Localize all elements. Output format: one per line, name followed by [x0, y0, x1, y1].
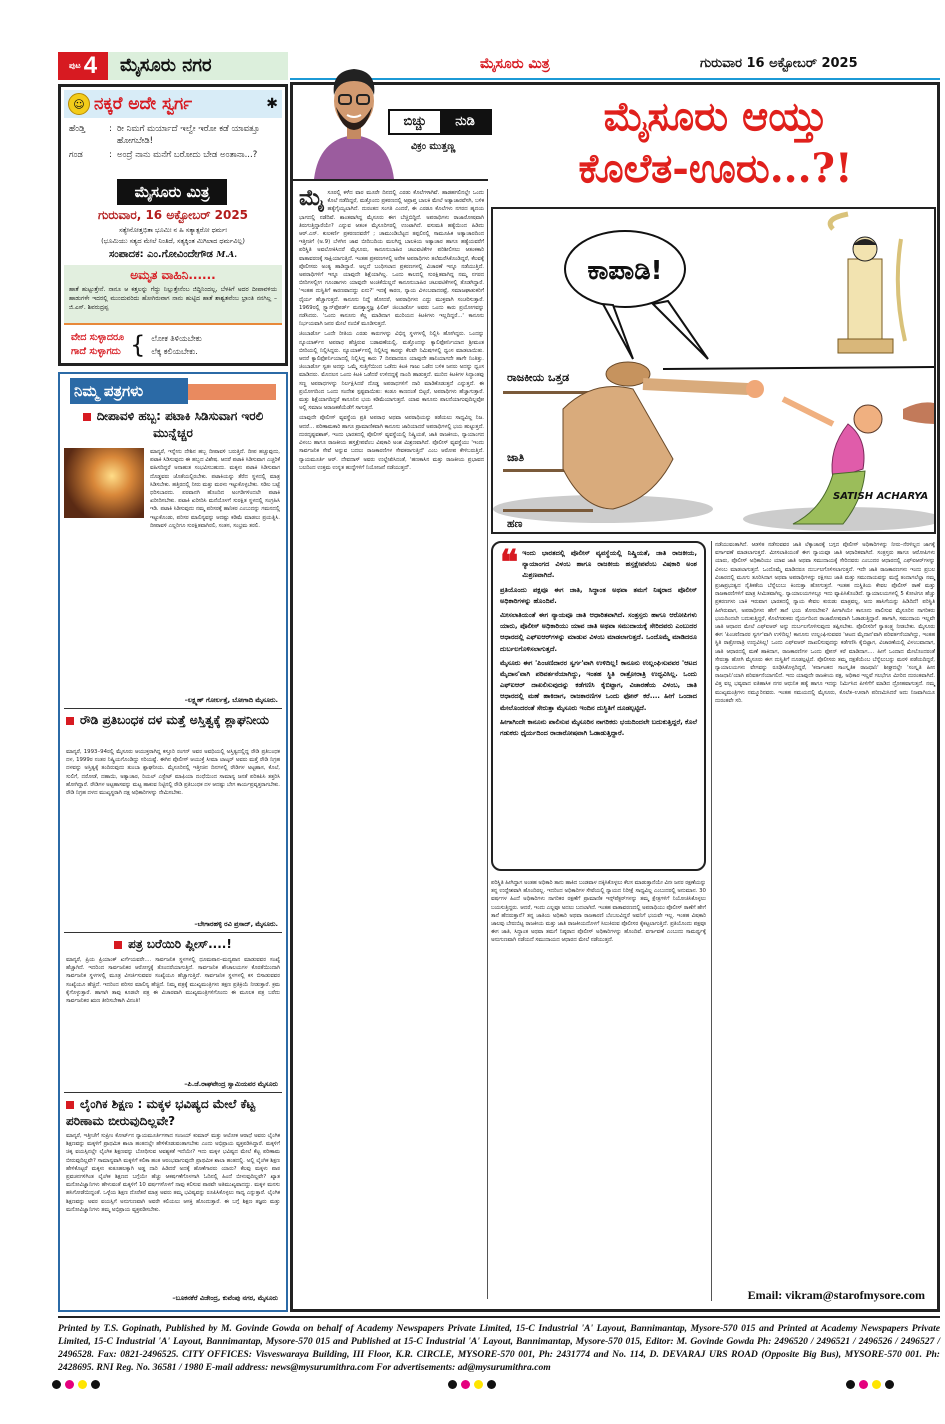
- cartoon-speech-text: ಕಾಪಾಡಿ!: [587, 256, 663, 286]
- letter-signature: –ಲಕ್ಷ್ಮಣ್ ಗೋರ್ಲತ್ತೆ, ಬೋಗಾದಿ ಮೈಸೂರು.: [184, 696, 278, 704]
- divider: [64, 932, 282, 933]
- letter-signature: –ಬೂಕನಕೆರೆ ವಿಜೇಂದ್ರ, ಕುವೆಂಪು ನಗರ, ಮೈಸೂರು: [172, 1294, 278, 1302]
- letter-signature: –ಬೇಗಾರಹಳ್ಳಿ ರವಿ ಪ್ರಸಾದ್, ಮೈಸೂರು.: [194, 920, 278, 928]
- dropcap: ಮೈ: [299, 186, 325, 211]
- registration-marks-center: [448, 1380, 496, 1389]
- reg-dot: [872, 1380, 881, 1389]
- dancing-kid-icon: ✱: [266, 96, 278, 112]
- motto-kannada: (ಭೂಮಿಯು ಸತ್ಯದ ಮೇಲೆ ನಿಂತಿದೆ, ಸತ್ಯಕ್ಕಿಂತ ಮಿಗಿಲಾದ ಧರ್ಮವಿಲ್ಲ): [101, 237, 245, 245]
- page-number-badge: [58, 52, 108, 80]
- reg-dot: [846, 1380, 855, 1389]
- reg-dot: [885, 1380, 894, 1389]
- registration-marks-left: [52, 1380, 100, 1389]
- motto-sanskrit: ಸತ್ಯೇನೋತ್ತಭಿತಾ ಭೂಮಿಃ ನ ಹಿ ಸತ್ಯಾತ್ಪರೋ ಧರ್ಮಃ: [119, 226, 227, 234]
- headline-line-2: ಕೊಲೆತ-ಊರು...?!: [578, 145, 853, 192]
- reg-dot: [65, 1380, 74, 1389]
- column-headline: [500, 91, 931, 195]
- quote-paragraph: ಇಂದು ಭಾರತದಲ್ಲಿ ಪೊಲೀಸ್ ವ್ಯವಸ್ಥೆಯಲ್ಲಿ ನಿಷ್ಕ್ರಿಯತೆ, ಜಾತಿ ರಾಜಕೀಯ, ನ್ಯಾಯಾಂಗದ ವಿಳಂಬ ಹಾಗೂ ರಾಜಕೀಯ ಹಸ್ತಕ್ಷೇಪವೆಂಬ ವಿಷಕಾರಿ ಅಂಶ ಮಿಶ್ರಣವಾಗಿದೆ.: [522, 549, 697, 580]
- masthead: ಮೈಸೂರು ಮಿತ್ರ: [480, 56, 550, 72]
- amrutha-quote: ಹಾತೆ ಹುಟ್ಟುತ್ತೇನೆ. ನಾನೂ ಆ ಕತ್ತಲನ್ನು ಗೆದ್ದು ನಿಲ್ಲುತ್ತೇನೆಂಬ ಜಿದ್ದಿನಿಂದಲ್ಲ, ಬೆಳಕಿಗೆ ಅದರ ದೀಪಾವಳಿಯ ಹಾಡುಗಳೇ ಇದರಲ್ಲಿ ಮುಂದುವರಿದು ಹೋಗಿರುವಾಗ ನಾನು ಹುಟ್ಟಿದ ಹಾತೆ ಶಾಶ್ವತವೆಂಬ ಭ್ರಾಂತಿ ನನಗಿಲ್ಲ – ಜಿ.ಎಸ್. ಶಿವರುದ್ರಪ್ಪ: [69, 286, 277, 311]
- letter-headline-text: ರೌಡಿ ಪ್ರತಿಬಂಧಕ ದಳ ಮತ್ತೆ ಅಸ್ತಿತ್ವಕ್ಕೆ ಶ್ಲಾಘನೀಯ: [80, 713, 270, 727]
- proverb-left-2: ಗಾದೆ ಸುಳ್ಳಾಗದು: [71, 346, 121, 357]
- page-number: 4: [83, 52, 98, 79]
- editor-line: [61, 249, 285, 260]
- editor-degree: M.A.: [216, 249, 238, 259]
- letter-body: ಮಾನ್ಯರೆ, ಇನ್ನೇನು ದೇಶಿನ ಹಬ್ಬ ದೀಪಾವಳಿ ಬರುತ್ತಿದೆ. ದೀಪ ಹಚ್ಚುವುದು, ಪಟಾಕಿ ಸಿಡಿಸುವುದು ಈ ಹಬ್ಬದ ವಿಶೇಷ. ಆದರೆ ಪಟಾಕಿ ಸಿಡಿಸುವಾಗ ಎಚ್ಚರಿಕೆ ವಹಿಸದಿದ್ದರೆ ಅನಾಹುತ ಸಂಭವಿಸಬಹುದು. ಮಕ್ಕಳು ಪಟಾಕಿ ಸಿಡಿಸುವಾಗ ದೊಡ್ಡವರು ಜೊತೆಯಲ್ಲಿರಬೇಕು. ಪಟಾಕಿಯನ್ನು ತೆರೆದ ಸ್ಥಳದಲ್ಲಿ ಮಾತ್ರ ಸಿಡಿಸಬೇಕು. ಹತ್ತಿರದಲ್ಲಿ ನೀರು ಮತ್ತು ಮರಳು ಇಟ್ಟುಕೊಳ್ಳಬೇಕು. ಸಡಿಲ ಬಟ್ಟೆ ಧರಿಸಬಾರದು. ಪರವಾನಗಿ ಹೊಂದಿದ ಅಂಗಡಿಗಳಿಂದಲೇ ಪಟಾಕಿ ಖರೀದಿಸಬೇಕು. ಪಟಾಕಿ ಖರೀದಿಸಿ ಮನೆಯೊಳಗೆ ಸುರಕ್ಷಿತ ಸ್ಥಳದಲ್ಲಿ ಸಂಗ್ರಹಿಸಿ ಇಡಿ. ಪಟಾಕಿ ಸಿಡಿಸುವುದು ನಮ್ಮ ಪರಿಸರಕ್ಕೆ ಹಾನಿಕರ ಎಂಬುದನ್ನು ಗಮನದಲ್ಲಿ ಇಟ್ಟುಕೊಂಡು, ಪರಿಸರ ಮಾಲಿನ್ಯವನ್ನು ಆದಷ್ಟು ಕಡಿಮೆ ಮಾಡಲು ಪ್ರಯತ್ನಿಸಿ. ದೀಪಾವಳಿ ಎಲ್ಲರಿಗೂ ಸುರಕ್ಷಿತವಾಗಿರಲಿ, ಸಂತಸ, ಸಂಭ್ರಮ ತರಲಿ.: [150, 449, 280, 529]
- joke-text: ಅಂದ್ರೆ ನಾನು ಮನೆಗೆ ಬರೋದು ಬೇಡ ಅಂತಾನಾ...?: [117, 150, 258, 160]
- letters-title: ನಿಮ್ಮ ಪತ್ರಗಳು: [70, 378, 188, 404]
- proverb-right-1: ಲೋಕ ತಿಳಿಯಬೇಕು: [151, 334, 202, 343]
- cartoonist-signature: SATISH ACHARYA: [833, 491, 929, 502]
- letter-headline-text: ಪತ್ರ ಬರೆಯಿರಿ ಪ್ಲೀಸ್....!: [128, 937, 232, 951]
- column-divider: [711, 541, 712, 1301]
- cartoon-label-caste: ಜಾತಿ: [507, 451, 525, 464]
- diwali-photo: [64, 448, 144, 518]
- header-divider: [293, 179, 488, 181]
- footer-rule: [58, 1316, 940, 1318]
- letters-section: [58, 372, 288, 1312]
- article-paragraph: [299, 186, 484, 328]
- cartoon-label-money: ಹಣ: [507, 517, 523, 530]
- letters-title-bar: [188, 384, 276, 400]
- author-email[interactable]: Email: vikram@starofmysore.com: [744, 1288, 925, 1303]
- author-photo: [309, 55, 399, 179]
- reg-dot: [448, 1380, 457, 1389]
- bullet-square-icon: [114, 941, 122, 949]
- quote-paragraph: ಹೀಗಾಗಿಂದೇ ಕಾನೂನು ಪಾಲಿಸುವ ಮೈಸೂರಿನ ನಾಗರಿಕರು ಭಯದಿಂದಲೇ ಬದುಕುತ್ತಿದ್ದರೆ, ಕೊಲೆ ಗಡುಕರು ಧೈರ್ಯದಿಂದ ರಾಜಾರೋಷವಾಗಿ ಓಡಾಡುತ್ತಿದ್ದಾರೆ.: [500, 717, 697, 738]
- joke-speaker: ಗಂಡ: [69, 150, 83, 160]
- headline-line-1: ಮೈಸೂರು ಆಯ್ತು: [603, 93, 828, 140]
- registration-marks-right: [846, 1380, 894, 1389]
- nakkare-header: [64, 90, 282, 118]
- header-date: ಗುರುವಾರ 16 ಅಕ್ಟೋಬರ್ 2025: [700, 56, 858, 71]
- column-divider: [487, 189, 488, 1299]
- quote-mark-icon: ❝: [500, 543, 519, 583]
- proverb: [71, 331, 279, 359]
- quote-paragraph: ಪ್ರತಿಯೊಂದು ಪಕ್ಷವೂ ಈಗ ಜಾತಿ, ಸಿದ್ಧಾಂತ ಅಥವಾ ತಮಗೆ ನಿಷ್ಠರಾದ ಪೊಲೀಸ್ ಅಧಿಕಾರಿಗಳನ್ನು ಹೊಂದಿವೆ.: [500, 585, 697, 605]
- paper-date: ಗುರುವಾರ, 16 ಅಕ್ಟೋಬರ್ 2025: [97, 208, 249, 222]
- reg-dot: [474, 1380, 483, 1389]
- letter-headline[interactable]: [66, 408, 280, 442]
- letter-body: ಮಾನ್ಯರೆ, ಪ್ರಿಯ ಪ್ರಿಯಾಂಕ್ ಖರ್ಗೆಯವರೇ.... ಸಾರ್ವಜನಿಕ ಸ್ಥಳಗಳಲ್ಲಿ ಧೂಮಪಾನ–ಮದ್ಯಪಾನ ಮಾಡುವವರ ಸಂಖ್ಯೆ ಹೆಚ್ಚಾಗಿದೆ. ಇದರಿಂದ ಸಾರ್ವಜನಿಕರ ಆರೋಗ್ಯಕ್ಕೆ ತೊಂದರೆಯಾಗುತ್ತಿದೆ. ಸಾರ್ವಜನಿಕ ಶೌಚಾಲಯಗಳ ಕೊರತೆಯಿಂದಾಗಿ ಸಾರ್ವಜನಿಕ ಸ್ಥಳಗಳಲ್ಲಿ ಮೂತ್ರ ವಿಸರ್ಜಿಸುವವರ ಸಂಖ್ಯೆಯೂ ಹೆಚ್ಚಾಗುತ್ತಿದೆ. ಸಾರ್ವಜನಿಕ ಸ್ಥಳಗಳಲ್ಲಿ ಕಸ ಬಿಸಾಡುವವರ ಸಂಖ್ಯೆಯೂ ಹೆಚ್ಚಿದೆ. ಇದರಿಂದ ಪರಿಸರ ಮಾಲಿನ್ಯ ಹೆಚ್ಚಿದೆ. ನಿಮ್ಮ ಪತ್ರಕ್ಕೆ ಮುಖ್ಯಮಂತ್ರಿಗಳು ತಕ್ಷಣ ಪ್ರತಿಕ್ರಿಯೆ ನೀಡುತ್ತಾರೆ. ಕ್ರಮ ಕೈಗೊಳ್ಳುತ್ತಾರೆ. ಹಾಗಾಗಿ ತಾವು ಕೂಡಲೇ ಪತ್ರ ಈ ವಿಚಾರವಾಗಿ ಮುಖ್ಯಮಂತ್ರಿಗಳಿಗೊಂದು ಈ ಮೂಲಕ ಪತ್ರ ಬರೆದು ಸಾರ್ವಜನಿಕರ ಋಣ ತೀರಿಸಬೇಕಾಗಿ ವಿನಂತಿ!: [66, 957, 280, 1005]
- bullet-square-icon: [83, 413, 91, 421]
- letter-headline[interactable]: [66, 936, 280, 953]
- cartoon-label-politics: ರಾಜಕೀಯ ಒತ್ತಡ: [507, 371, 570, 384]
- letter-headline-text: ಲೈಂಗಿಕ ಶಿಕ್ಷಣ : ಮಕ್ಕಳ ಭವಿಷ್ಯದ ಮೇಲೆ ಕೆಟ್ಟ ಪರಿಣಾಮ ಬೀರುವುದಿಲ್ಲವೇ?: [66, 1097, 256, 1128]
- editor-label: ಸಂಪಾದಕ:: [108, 249, 144, 260]
- divider: [64, 708, 282, 709]
- quote-paragraph: ಮೀಸಲಾತಿಯಂತೆ ಈಗ ನ್ಯಾಯವೂ ಜಾತಿ ಆಧಾರಿತವಾಗಿದೆ. ಸಂತ್ರಸ್ತರು ಹಾಗೂ ಆರೋಪಿಗಳು ಯಾರು, ಪೊಲೀಸ್ ಅಧಿಕಾರಿಯು ಯಾವ ಜಾತಿ ಅಥವಾ ಸಮುದಾಯಕ್ಕೆ ಸೇರಿದವರು ಎಂಬುದರ ಆಧಾರದಲ್ಲಿ ಎಫ್‌ಐಆರ್‌ಗಳನ್ನು ಮಾಡುವ ವಿಳಂಬ ಮಾಡಲಾಗುತ್ತದೆ. ಒಂದೊಮ್ಮೆ ಮಾಡಿದರೂ ದುರ್ಬಲಗೊಳಿಸಲಾಗುತ್ತದೆ.: [500, 611, 697, 653]
- mysuru-mitra-logo: ಮೈಸೂರು ಮಿತ್ರ: [117, 179, 227, 205]
- badge-left: ಬಿಚ್ಚು: [403, 114, 427, 129]
- article-column-2-bottom: ಯಾವುದೇ ಪೊಲೀಸ್ ವ್ಯವಸ್ಥೆಯ ಪ್ರತಿ ಅಪರಾಧ ಅಥವಾ ಅಪರಾಧಿಯನ್ನು ತಡೆಯಲು ಸಾಧ್ಯವಿಲ್ಲ ನಿಜ. ಆದರೆ... ಪರಿಣಾಮಕಾರಿ ಹಾಗೂ ಪ್ರಾಮಾಣಿಕವಾಗಿ ಕಾನೂನು ಜಾರಿಯಾದರೆ ಅಪರಾಧಿಗಳಲ್ಲಿ ಭಯ ಹುಟ್ಟುತ್ತದೆ. ದುರದೃಷ್ಟವಶಾತ್, ಇಂದು ಭಾರತದಲ್ಲಿ ಪೊಲೀಸ್ ವ್ಯವಸ್ಥೆಯಲ್ಲಿ ನಿಷ್ಕ್ರಿಯತೆ, ಜಾತಿ ರಾಜಕೀಯ, ನ್ಯಾಯಾಂಗದ ವಿಳಂಬ ಹಾಗೂ ರಾಜಕೀಯ ಹಸ್ತಕ್ಷೇಪವೆಂಬ ವಿಷಕಾರಿ ಅಂಶ ಮಿಶ್ರಣವಾಗಿದೆ. ಪೊಲೀಸ್ ವ್ಯವಸ್ಥೆಯು 'ಇಂದು ಸಾರ್ವಜನಿಕ ಸೇವೆ ಅನ್ನುವ ಬದಲು ರಾಜಕಾರಣಿಗಳ ಸೇವಕರಾಗುತ್ತಿದೆ' ಎಂಬ ಆರೋಪ ಕೇಳಿಬರುತ್ತಿದೆ. ನ್ಯಾಯಮೂರ್ತಿ ಆರ್. ದೇವದಾಸ್ ಅವರು ಉಲ್ಲೇಖಿಸಿದಂತೆ, 'ಹಣಕಾಸಿನ ಮತ್ತು ರಾಜಕೀಯ ಪ್ರಭಾವದ ಬಲದಿಂದ ಉತ್ತಮ ಉನ್ನತ ಹುದ್ದೆಗಳಿಗೆ ನಿಯೋಜನೆ ನಡೆಯುತ್ತದೆ'.: [299, 415, 484, 471]
- imprint-line: Printed by T.S. Gopinath, Published by M. Govinde Gowda on behalf of Academy Newspapers Private Limited, 15-C Industrial 'A' Layout, Bannimantap, Mysore-570 015 and Printed at Academy Newspapers Private Limited, 15-C Industrial 'A' Layout, Bannimantap, Mysore-570 015 and Published at 15-C Industrial 'A' Layout, Bannimantap, Mysore-570 015, Editor: M. Govinde Gowda Ph: 2496520 / 2496521 / 2496526 / 2496527 / 2496528. Fax: 0821-2496525. CITY OFFICES: Visveswaraya Building, III Floor, K.R. CIRCLE, MYSORE-570 001, Ph: 2431774 and No. 114, D. DEVARAJ URS ROAD (Opposite Big Bus), MYSORE-570 001. Ph: 2428695. RNI Reg. No. 36581 / 1980 E-mail address: news@mysurumithra.com For advertisements: ad@mysurumithra.com: [58, 1323, 940, 1373]
- colon: :: [109, 124, 112, 134]
- column-article: [290, 82, 940, 1312]
- amrutha-title: ಅಮೃತ ವಾಹಿನಿ......: [130, 268, 216, 282]
- reg-dot: [91, 1380, 100, 1389]
- colon: :: [109, 150, 112, 160]
- author-byline: ವಿಕ್ರಂ ಮುತ್ತಣ್ಣ: [411, 141, 456, 152]
- joke-text: ರೀ ನಿಮಗೆ ಮರ್ಯಾದೆ ಇಲ್ವೇ ಇರೋ ಕಡೆ ಯಾವತ್ತೂ ಹೋಗಬೇಡಿ!: [117, 124, 260, 146]
- nakkare-title: ನಕ್ಕರೆ ಅದೇ ಸ್ವರ್ಗ: [94, 94, 193, 114]
- nakkare-box: [58, 84, 288, 366]
- joke-line: [69, 123, 277, 147]
- article-column-1: [299, 186, 484, 474]
- letter-headline-text: ದೀಪಾವಳಿ ಹಬ್ಬ: ಪಟಾಕಿ ಸಿಡಿಸುವಾಗ ಇರಲಿ ಮುನ್ನೆಚ್ಚರ: [96, 409, 264, 440]
- column-badge: [388, 109, 492, 135]
- editorial-cartoon: [491, 207, 936, 534]
- letter-body: ಮಾನ್ಯರೆ, ಇತ್ತೀಚೆಗೆ ಸುಪ್ರೀಂ ಕೋರ್ಟ್‌ನ ನ್ಯಾಯಮೂರ್ತಿಗಳಾದ ಸಂಜಯ್ ಕುಮಾರ್ ಮತ್ತು ಆಲೋಕ ಆರಾಧೆ ಅವರು ಲೈಂಗಿಕ ಶಿಕ್ಷಣವನ್ನು ಮಕ್ಕಳಿಗೆ ಪ್ರಾಥಮಿಕ ಶಾಲಾ ಹಂತದಲ್ಲೇ ಹೇಳಿಕೊಡುವಂತಾಗಬೇಕು ಎಂದು ಅಭಿಪ್ರಾಯ ವ್ಯಕ್ತಪಡಿಸಿದ್ದಾರೆ. ಮಕ್ಕಳಿಗೆ ಚಿಕ್ಕ ವಯಸ್ಸಿನಲ್ಲೇ ಲೈಂಗಿಕ ಶಿಕ್ಷಣವನ್ನು ಬೋಧಿಸುವ ಅವಶ್ಯಕತೆ ಇದೆಯೇ? ಇದು ಮಕ್ಕಳ ಭವಿಷ್ಯದ ಮೇಲೆ ಕೆಟ್ಟ ಪರಿಣಾಮ ಬೀರುವುದಿಲ್ಲವೇ? ಸಾಮಾನ್ಯವಾಗಿ ಮಕ್ಕಳಿಗೆ ಕಲಿಕಾ ಹಂತ ಆರಂಭವಾಗುವುದೇ ಪ್ರಾಥಮಿಕ ಶಾಲಾ ಹಂತದಲ್ಲಿ. ಅಲ್ಲಿ ಲೈಂಗಿಕ ಶಿಕ್ಷಣ ಹೇಳಿಕೊಟ್ಟರೆ ಮಕ್ಕಳು ಕುತೂಹಲಕ್ಕಾಗಿ ಅಡ್ಡ ದಾರಿ ಹಿಡಿದರೆ ಅದಕ್ಕೆ ಹೊಣೆಗಾರರು ಯಾರು? ಕೆಲವು ಮಕ್ಕಳು ಪಾಠ ಪ್ರವಚನಗಳಿಗಿಂತ ಲೈಂಗಿಕ ಶಿಕ್ಷಣದ ಬಗ್ಗೆಯೇ ಹೆಚ್ಚು ಆಕರ್ಷಣೆಗೊಳಗಾಗಿ ಓದಿನಲ್ಲಿ ಹಿಂದೆ ಬೀಳುವುದಿಲ್ಲವೇ? ಖ್ಯಾತ ಮನೋವಿಜ್ಞಾನಿಗಳು ಹೇಳುವಂತೆ ಮಕ್ಕಳಿಗೆ 10 ವರ್ಷಗಳೊಳಗೆ ನಾವು ಕಲಿಸುವ ಪಾಠವೇ ಅತಿಮುಖ್ಯವಾದದ್ದು. ಮಕ್ಕಳ ಮನಸು ಹಸಿಗೋಡೆಯಿದ್ದಂತೆ. ಒಳ್ಳೆಯ ಶಿಕ್ಷಣ ದೊರೆತರೆ ಮಾತ್ರ ಅವರು ತಮ್ಮ ಭವಿಷ್ಯವನ್ನು ರೂಪಿಸಿಕೊಳ್ಳಲು ಸಾಧ್ಯ ಎನ್ನುತ್ತಾರೆ. ಲೈಂಗಿಕ ಶಿಕ್ಷಣವನ್ನು ಅವರ ವಯಸ್ಸಿಗೆ ಅನುಗುಣವಾಗಿ ಅವರೇ ಕಲಿಯಲು ಆಸಕ್ತಿ ಹೊಂದುತ್ತಾರೆ. ಈ ಬಗ್ಗೆ ಶಿಕ್ಷಣ ತಜ್ಞರು ಮತ್ತು ಮನೋವಿಜ್ಞಾನಿಗಳು ತಮ್ಮ ಅಭಿಪ್ರಾಯ ವ್ಯಕ್ತಪಡಿಸಬೇಕು.: [66, 1133, 280, 1213]
- letter-headline[interactable]: [66, 712, 280, 729]
- brace-symbol: {: [130, 331, 146, 359]
- pull-quote-box: [491, 541, 706, 871]
- reg-dot: [859, 1380, 868, 1389]
- badge-right: ನುಡಿ: [440, 111, 490, 133]
- proverb-right-2: ಲೆಕ್ಕ ಕಲಿಯಬೇಕು.: [151, 347, 198, 356]
- reg-dot: [487, 1380, 496, 1389]
- joke-line: [69, 149, 277, 161]
- bullet-square-icon: [66, 1101, 74, 1109]
- page-label: ಪುಟ: [68, 61, 81, 70]
- reg-dot: [461, 1380, 470, 1389]
- reg-dot: [52, 1380, 61, 1389]
- letter-body: ಮಾನ್ಯರೆ, 1993–94ರಲ್ಲಿ ಮೈಸೂರು ಆಯುಕ್ತರಾಗಿದ್ದ ಕಸ್ತೂರಿ ರಂಗನ್ ಅವರ ಅವಧಿಯಲ್ಲಿ ಅಸ್ತಿತ್ವದಲ್ಲಿದ್ದ ರೌಡಿ ಪ್ರತಿಬಂಧಕ ದಳ, 1999ರ ನಂತರ ನಿಷ್ಕ್ರಿಯಗೊಂಡಿದ್ದು ಸರಿಯಷ್ಟೆ. ಈಗಿನ ಪೊಲೀಸ್ ಆಯುಕ್ತೆ ಸೀಮಾ ಲಾಟ್ಕರ್ ಅವರು ಮತ್ತೆ ರೌಡಿ ನಿಗ್ರಹ ದಳವನ್ನು ಅಸ್ತಿತ್ವಕ್ಕೆ ತಂದಿರುವುದು ತುಂಬಾ ಶ್ಲಾಘನೀಯ. ಮೈಸೂರಿನಲ್ಲಿ ಇತ್ತೀಚಿನ ದಿನಗಳಲ್ಲಿ ರೌಡಿಗಳ ಅಟ್ಟಹಾಸ, ಕೊಲೆ, ಸುಲಿಗೆ, ದರೋಡೆ, ದಹಾಯಿ, ಅತ್ಯಾಚಾರ, ರಿಯಲ್ ಎಸ್ಟೇಟ್ ಮಾಫಿಯಾ ದಂಧೆಯಿಂದ ಸಾಮಾನ್ಯ ಜನತೆ ಪರಿತಪಿಸಿ ತತ್ತರಿಸಿ ಹೋಗಿದ್ದಾರೆ. ರೌಡಿಗಳ ಅಟ್ಟಹಾಸವನ್ನು ಮಟ್ಟ ಹಾಕುವ ನಿಟ್ಟಿನಲ್ಲಿ ರೌಡಿ ಪ್ರತಿಬಂಧಕ ದಳ ಆದಷ್ಟು ಬೇಗ ಕಾರ್ಯಪ್ರವೃತ್ತರಾಗಬೇಕು. ರೌಡಿ ನಿಗ್ರಹ ದಳದ ಮುಖ್ಯಸ್ಥರಾಗಿ ದಕ್ಷ ಅಧಿಕಾರಿಗಳನ್ನು ನೇಮಿಸಬೇಕು.: [66, 749, 280, 797]
- quote-paragraph: ಮೈಸೂರು ಈಗ 'ಪಿಂಚಣಿದಾರರ ಸ್ವರ್ಗ'ವಾಗಿ ಉಳಿದಿಲ್ಲ! ಕಾನೂನು ಉಲ್ಲಂಘಿಸುವವರ 'ಆಟದ ಮೈದಾನ'ವಾಗಿ ಪರಿವರ್ತನೆಯಾಗಿದ್ದು, ಇಂತಹ ಸ್ಥಿತಿ ರಾತ್ರೋರಾತ್ರಿ ಉದ್ಭವಿಸಿಲ್ಲ. ಒಂದು ಎಫ್‌ಐಆರ್ ದಾಖಲಿಸುವುದನ್ನು ಕಡೆಗಣಿಸಿ ಕೈಬಿಟ್ಟಾಗ, ವಿಚಾರಣೆಯ ವಿಳಂಬ, ಜಾತಿ ಆಧಾರದಲ್ಲಿ ಮಣೆ ಹಾಕಿದಾಗ, ರಾಜಕಾರಣಿಗಳ ಒಂದು ಫೋನ್ ಕರೆ.... ಹೀಗೆ ಒಂದಾದ ಮೇಲೊಂದರಂತೆ ಸೇರುತ್ತಾ ಮೈಸೂರು ಇಂದಿನ ದುಸ್ಥಿತಿಗೆ ದೂಡಲ್ಪಟ್ಟಿದೆ.: [500, 658, 697, 712]
- amrutha-vahini: [64, 265, 282, 325]
- article-column-4: ನಡೆಯುವಂತಾಗಿದೆ. ಆಡಳಿತ ನಡೆಸುವವರ ಜಾತಿ ಲೆಕ್ಕಾಚಾರಕ್ಕೆ ಬಗ್ಗದ ಪೊಲೀಸ್ ಅಧಿಕಾರಿಗಳನ್ನು ನೀರು–ನೆರಳಿಲ್ಲದ ಜಾಗಕ್ಕೆ ವರ್ಗಾವಣೆ ಮಾಡಲಾಗುತ್ತದೆ. ಮೀಸಲಾತಿಯಂತೆ ಈಗ ನ್ಯಾಯವೂ ಜಾತಿ ಆಧಾರಿತವಾಗಿದೆ. ಸಂತ್ರಸ್ತರು ಹಾಗೂ ಆರೋಪಿಗಳು ಯಾರು, ಪೊಲೀಸ್ ಅಧಿಕಾರಿಯು ಯಾವ ಜಾತಿ ಅಥವಾ ಸಮುದಾಯಕ್ಕೆ ಸೇರಿದವರು ಎಂಬುದರ ಆಧಾರದಲ್ಲಿ ಎಫ್‌ಐಆರ್‌ಗಳನ್ನು ವಿಳಂಬ ಮಾಡಲಾಗುತ್ತದೆ. ಒಂದೊಮ್ಮೆ ಮಾಡಿದರೂ ದುರ್ಬಲಗೊಳಿಸಲಾಗುತ್ತದೆ. ಇದೇ ಜಾತಿ ರಾಜಕಾರಣಗಳು ಇಂದು ಪ್ರಬಲ ವಿಚಾರದಲ್ಲಿ ಮೂಗು ತೂರಿಸಿದಾಗ ಅಥವಾ ಅಪರಾಧಿಗಳನ್ನು ರಕ್ಷಿಸಲು ಜಾತಿ ಮತ್ತು ಸಮುದಾಯವನ್ನು ಮಧ್ಯೆ ತಂದಾಗಲೆಲ್ಲಾ ನಮ್ಮ ಪ್ರಜಾಪ್ರಭುತ್ವದ ನೈತಿಕತೆಯ ಬೆನ್ನೆಲುಬು ಕಿಂದುತ್ತಾ ಹೋಗುತ್ತದೆ. ಇಂತಹ ದುಸ್ಥಿತಿಯ ಕೇವಲ ಪೊಲೀಸ್ ಠಾಣೆ ಮತ್ತು ರಾಜಕಾರಣಿಗಳಿಗೆ ಮಾತ್ರ ಸೀಮಿತವಾಗಿಲ್ಲ. ನ್ಯಾಯಾಲಯಗಳಲ್ಲೂ ಇದು ವ್ಯಾಪಿಸಿಕೊಂಡಿದೆ. ನ್ಯಾಯಾಲಯಗಳಲ್ಲಿ 5 ಕೋಟಿಗೂ ಹೆಚ್ಚು ಪ್ರಕರಣಗಳು ಬಾಕಿ ಇರುವಾಗ ಭಾರತದಲ್ಲಿ ನ್ಯಾಯ ಕೇವಲ ಕುರುಡು ಮಾತ್ರವಲ್ಲ, ಅದು ಹಾಸಿಗೆಯನ್ನು ಹಿಡಿದಿದೆ! ಪರಿಸ್ಥಿತಿ ಹೀಗಿರುವಾಗ, ಅಪರಾಧಿಗಳು ಹೇಗೆ ತಾನೆ ಭಯ ತೋರಬೇಕು? ಹೀಗಾಗಿಯೇ ಕಾನೂನು ಪಾಲಿಸುವ ಮೈಸೂರಿನ ನಾಗರಿಕರು ಭಯದಿಂದಲೇ ಬದುಕುತ್ತಿದ್ದರೆ, ಕೊಲೆಗಡುಕರು ಧೈರ್ಯದಿಂದ ರಾಜಾರೋಷವಾಗಿ ಓಡಾಡುತ್ತಿದ್ದಾರೆ. ಹಾಗಾಗಿ, ಸಮುದಾಯ ಇಲ್ಲವೇ ಜಾತಿ ಆಧಾರದ ಮೇಲೆ ಎಫ್‌ಐಆರ್ ಅನ್ನು ದುರ್ಬಲಗೊಳಿಸುವುದು ತಪ್ಪಿಸಬೇಕು. ಪೊಲೀಸರಿಗೆ ಸ್ವಾತಂತ್ರ್ಯ ನೀಡಬೇಕು. ಮೈಸೂರು ಈಗ 'ಪಿಂಚಣಿದಾರರ ಸ್ವರ್ಗ'ವಾಗಿ ಉಳಿದಿಲ್ಲ! ಕಾನೂನು ಉಲ್ಲಂಘಿಸುವವರ 'ಆಟದ ಮೈದಾನ'ವಾಗಿ ಪರಿವರ್ತನೆಯಾಗಿದ್ದು, ಇಂತಹ ಸ್ಥಿತಿ ರಾತ್ರೋರಾತ್ರಿ ಉದ್ಭವಿಸಿಲ್ಲ! ಒಂದು ಎಫ್‌ಐಆರ್ ದಾಖಲಿಸುವುದನ್ನು ಕಡೆಗಣಿಸಿ ಕೈಬಿಟ್ಟಾಗ, ವಿಚಾರಣೆಯಲ್ಲಿ ವಿಳಂಬವಾದಾಗ, ಜಾತಿ ಆಧಾರದಲ್ಲಿ ಮಣೆ ಹಾಕಿದಾಗ, ರಾಜಕಾರಣಿಗಳ ಒಂದು ಫೋನ್ ಕರೆ ಮಾಡಿದಾಗ.... ಹೀಗೆ ಒಂದಾದ ಮೇಲೊಂದರಂತೆ ಸೇರುತ್ತಾ ಹೋಗಿ ಮೈಸೂರು ಈಗ ದುಸ್ಥಿತಿಗೆ ದೂಡಲ್ಪಟ್ಟಿದೆ. ಪೊಲೀಸರು ತಮ್ಮ ದಕ್ಷತೆಯೆಂಬ ಬೆನ್ನೆಲುಬನ್ನು ಮರಳಿ ಪಡೆಯದಿದ್ದರೆ, ನ್ಯಾಯಾಲಯಗಳು ವೇಗವನ್ನು ರೂಢಿಸಿಕೊಳ್ಳದಿದ್ದರೆ, 'ಕರ್ನಾಟಕದ ಸಾಂಸ್ಕೃತಿಕ ರಾಜಧಾನಿ' ಶೀಘ್ರದಲ್ಲೇ 'ಸಂಸ್ಕೃತಿ ಹೀನ ರಾಜಧಾನಿ'ಯಾಗಿ ಪರಿವರ್ತನೆಯಾಗಲಿದೆ. ಇದು ಯಾವುದೇ ರಾಜಕೀಯ ಪಕ್ಷ, ಅಧಿಕಾರ ಇಲ್ಲವೆ ಗಲಭೆಗೂ ಮೀರಿದ ದುರಂತವಾಗಿದೆ. ವಿತ್ತ ವಲ್ಲ ಭವ್ಯವಾದ ಐತಿಹಾಸಿಕ ನಗರ ಆಧುನಿಕ ಹತ್ಯೆ ಹಾಗೂ ಇದನ್ನು ನಿರ್ಮಿಸಿದ ಪೀಳಿಗೆಗೆ ಮಾಡಿದ ದ್ರೋಹವಾಗುತ್ತದೆ. ನಮ್ಮ ಮುಖ್ಯಮಂತ್ರಿಗಳು ನಮ್ಮೂರಿನವರು. ಇಂತಹ ಸಮಯದಲ್ಲಿ ಮೈಸೂರು, ಕೊಲೆತ–ಊರಾಗಿ ಪರಿಣಮಿಸಿದರೆ ಅದು ನಿಜವಾಗಿಯೂ ದುರಂತವೇ ಸರಿ.: [715, 542, 935, 704]
- joke-speaker: ಹೆಂಡ್ತಿ: [69, 124, 86, 134]
- letter-signature: –ಪಿ.ಜೆ.ರಾಘವೇಂದ್ರ ಸ್ವಾಮಿಯವರ ಮೈಸೂರು: [184, 1080, 278, 1088]
- laughing-face-icon: ☺: [68, 93, 90, 115]
- article-column-2-top: ಜಿಂಬಾರ್ಡೊ ಒಂದೇ ರೀತಿಯ ಎರಡು ಕಾರುಗಳನ್ನು ವಿಭಿನ್ನ ಸ್ಥಳಗಳಲ್ಲಿ ನಿಲ್ಲಿಸಿ ಹೋಗಿದ್ದರು. ಒಂದನ್ನು ನ್ಯೂಯಾರ್ಕ್‌ನ ಅಪರಾಧ ಹೆಚ್ಚಿರುವ ಬಡಾವಣೆಯಲ್ಲಿ, ಮತ್ತೊಂದನ್ನು ಕ್ಯಾಲಿಫೋರ್ನಿಯಾದ ಶ್ರೀಮಂತ ಬೀದಿಯಲ್ಲಿ ನಿಲ್ಲಿಸಿದ್ದರು. ನ್ಯೂಯಾರ್ಕ್‌ನಲ್ಲಿ ನಿಲ್ಲಿಸಿದ್ದ ಕಾರನ್ನು ಕೆಲವೇ ನಿಮಿಷಗಳಲ್ಲಿ ಧ್ವಂಸ ಮಾಡಲಾಯಿತು. ಆದರೆ ಕ್ಯಾಲಿಫೋರ್ನಿಯಾದಲ್ಲಿ ನಿಲ್ಲಿಸಿದ್ದ ಕಾರು 7 ದಿನವಾದರೂ ಯಾವುದೇ ಹಾನಿಯಾಗದೇ ಹಾಗೇ ನಿಂತಿತ್ತು. ಜಿಂಬಾರ್ಡೊ ಸ್ವತಃ ಅದನ್ನು ಒಮ್ಮೆ ಸುತ್ತಿಗೆಯಿಂದ ಒಡೆದು ಕಿಟಕಿ ಗಾಜು ಒಡೆದ ಬಳಿಕ ಜನರು ಅದನ್ನು ಧ್ವಂಸ ಮಾಡಿದರು. ಮೊದಲನ ಒಂದು ಕಿಟಕಿ ಒಡೆದರೆ ಉಳಿದದ್ದಕ್ಕೆ ನಾಂದಿ ಹಾಡುತ್ತದೆ. ಮುರಿದ ಕಿಟಕಿಗಳ ಸಿದ್ಧಾಂತವು ಸಣ್ಣ ಅಪರಾಧಗಳನ್ನು ನಿರ್ಲಕ್ಷಿಸಿದರೆ ದೊಡ್ಡ ಅಪರಾಧಗಳಿಗೆ ದಾರಿ ಮಾಡಿಕೊಡುತ್ತದೆ ಎನ್ನುತ್ತದೆ. ಈ ಪ್ರಯೋಗದಿಂದ ಒಂದು ಸಂದೇಶ ಸ್ಪಷ್ಟವಾಯಿತು: ಕಂಡೂ ಕಾಣದಂತೆ ಬಿಟ್ಟರೆ, ಅಪರಾಧಿಗಳು ಹೆಚ್ಚಾಗುತ್ತಾರೆ. ಮತ್ತು ಶಿಕ್ಷೆಯಾಗದಿದ್ದರೆ ಕಾನೂನಿನ ಭಯ ಕಡಿಮೆಯಾಗುತ್ತದೆ. ಯಾವ ಕಾನೂನು ಪಾಲನೆಯಾಗುವುದಿಲ್ಲವೋ ಅಲ್ಲಿ ಸಮಾಜ ಅರಾಜಕತೆಯೆಡೆಗೆ ಸಾಗುತ್ತದೆ.: [299, 331, 484, 412]
- article-column-3: ಪರಿಸ್ಥಿತಿ ಹೀಗಿದ್ದಾಗ ಅಂತಹ ಅಧಿಕಾರಿ ತಾನು ಹಾಕಿದ ಬಂಡವಾಳ ದಕ್ಕಿಸಿಕೊಳ್ಳಲು ಕೆಲಸ ಮಾಡುತ್ತಾನೆಯೇ ವಿನಃ ಜನರ ರಕ್ಷಣೆಯನ್ನು ತನ್ನ ಉದ್ದೇಶವಾಗಿ ಹೊಂದಿರಲ್ಲ. ಇದರಿಂದ ಅಧಿಕಾರಿಗಳ ಸೇವೆಯಲ್ಲಿ ನ್ಯಾಯದ ನಿರೀಕ್ಷೆ ಸಾಧ್ಯವಿಲ್ಲ ಎಂಬುದರಲ್ಲಿ ಅನುಮಾನ. 30 ವರ್ಷಗಳ ಹಿಂದೆ ಅಧಿಕಾರಿಗಳು ನಾಗರಿಕರ ರಕ್ಷಣೆಗೆ ಪ್ರಾಮಾಣಿಕ ಇನ್ಸ್‌ಪೆಕ್ಟರ್‌ಗಳನ್ನು ತಮ್ಮ ಕ್ಷೇತ್ರಗಳಿಗೆ ನಿಯೋಜಿಸಿಕೊಳ್ಳಲು ಬಯಸುತ್ತಿದ್ದರು. ಆದರೆ, ಇಂದು ಎಲ್ಲವೂ ಅದಲು ಬದಲಾಗಿದೆ. ಇಂತಹ ವಾತಾವರಣದಲ್ಲಿ ಅಪರಾಧಿಯು ಪೊಲೀಸ್ ಠಾಣೆಗೆ ಹೇಗೆ ತಾನೆ ಹೆದರುತ್ತಾನೆ? ತನ್ನ ಜಾತಿಯ ಅಧಿಕಾರಿ ಅಥವಾ ರಾಜಕಾರಣಿ ಬೆಂಬಲವಿದ್ದರೆ ಅವನಿಗೆ ಭಯವೇ ಇಲ್ಲ. ಇಂತಹ ವಿಷಕಾರಿ ಜಾಲವು ಬೇರುಬಿಟ್ಟ ರಾಜಕೀಯ ಮತ್ತು ಜಾತಿ ರಾಜಕೀಯದೊಳಗೆ ಸಿಲುಕಿರುವ ಪೊಲೀಸರ ಕೈಕಟ್ಟಲಾಗುತ್ತಿದೆ. ಪ್ರತಿಯೊಂದು ಪಕ್ಷವೂ ಈಗ ಜಾತಿ, ಸಿದ್ಧಾಂತ ಅಥವಾ ತಮಗೆ ನಿಷ್ಠರಾದ ಪೊಲೀಸ್ ಅಧಿಕಾರಿಗಳನ್ನು ಹೊಂದಿವೆ. ವರ್ಗಾವಣೆ ಎಂಬುದು ಸಾಮರ್ಥ್ಯಕ್ಕೆ ಅನುಗುಣವಾಗಿ ನಡೆಯದೆ ಸಮುದಾಯದ ಆಧಾರದ ಮೇಲೆ ನಡೆಯುತ್ತದೆ.: [491, 880, 706, 944]
- letter-headline[interactable]: [66, 1096, 280, 1130]
- cartoon-illustration: [493, 209, 936, 534]
- section-title: ಮೈಸೂರು ನಗರ: [108, 52, 288, 80]
- proverb-left-1: ವೇದ ಸುಳ್ಳಾದರೂ: [71, 332, 125, 343]
- divider: [64, 1092, 282, 1093]
- reg-dot: [78, 1380, 87, 1389]
- article-text: ಸೂರಲ್ಲಿ ಕಳೆದ ವಾರ ಮೂರೇ ದಿನದಲ್ಲಿ ಎರಡು ಕೊಲೆಗಳಾಗಿವೆ. ಹಾಡಹಗಲಿನಲ್ಲೇ ಒಂದು ಕೊಲೆ ನಡೆದಿದ್ದರೆ, ಮತ್ತೊಂದು ಪ್ರಕರಣದಲ್ಲಿ ಅಪ್ರಾಪ್ತ ಬಾಲಕಿ ಮೇಲೆ ಅತ್ಯಾಚಾರವೆಸಗಿ, ಬಳಿಕ ಹತ್ಯೆಗೈಯ್ಯಲಾಗಿದೆ. ದುರಂತದ ಸಂಗತಿ ಎಂದರೆ, ಈ ಎರಡೂ ಕೊಲೆಗಳು ನಗರದ ಹೃದಯ ಭಾಗದಲ್ಲಿ ನಡೆದಿವೆ. ಶಾಂತವಾಗಿದ್ದ ಮೈಸೂರು ಈಗ ಬೆಚ್ಚಿಬಿದ್ದಿದೆ. ಅಪರಾಧಿಗಳು ರಾಜಾರೋಷವಾಗಿ ತಿರುಗುತ್ತಿದ್ದಾರೆಯೇ? ಎನ್ನುವ ಆತಂಕ ಮೈಸೂರಿಗರಲ್ಲಿ ಉಂಟಾಗಿದೆ. ವಸುಮತಿ ಹತ್ಯೆಯಿಂದ ಹಿಡಿದು ಆರ್.ಎನ್. ಕುಲಕರ್ಣಿ ಪ್ರಕರಣದವರೆಗೆ ; ಚಾಮುಂಡಿಬೆಟ್ಟದ ತಪ್ಪಲಿನಲ್ಲಿ ಸಾಮೂಹಿಕ ಅತ್ಯಾಚಾರದಿಂದ ಇತ್ತೀಚಿಗೆ (ಅ.9) ಬೆಳಗಿನ ಜಾವ ಬೀದಿಬದಿಯ ಮಲಗಿದ್ದ ಬಾಲಕಿಯ ಅತ್ಯಾಚಾರ ಹಾಗೂ ಹತ್ಯೆಯವರೆಗೆ ಪರಿಸ್ಥಿತಿ ಅವಲೋಕಿಸಿದರೆ ಮೈಸೂರು, ಕಾನೂನುಬಾಹಿರ ಚಟುವಟಿಕೆಗಳ ಪರಿಶೀಲಿಸಲು ಆತಂಕಕಾರಿ ವಾತಾವರಣಕ್ಕೆ ಸಾಕ್ಷಿಯಾಗುತ್ತಿದೆ. ಇಂತಹ ಪ್ರಕರಣಗಳಲ್ಲಿ ಅನೇಕ ಅಪರಾಧಿಗಳು ತಲೆಮರೆಸಿಕೊಂಡಿದ್ದರೆ, ಕೆಲವಕ್ಕೆ ಪೊಲೀಸರು ಅಂತ್ಯ ಹಾಡಿದ್ದಾರೆ. ಅಲ್ಲದೆ ಬಂಧಿಸಲಾದ ಪ್ರಕರಣಗಳಲ್ಲಿ ವಿಚಾರಣೆ ಇನ್ನೂ ನಡೆಯುತ್ತಿದೆ. ಅಪರಾಧಿಗಳಿಗೆ ಇನ್ನೂ ಯಾವುದೇ ಶಿಕ್ಷೆಯಾಗಿಲ್ಲ. ಒಂದು ಕಾಲದಲ್ಲಿ ಸುರಕ್ಷಿತವಾಗಿದ್ದ ನಮ್ಮ ನಗರದ ಬೀದಿಗಳಲ್ಲೀಗ ಗೂಂಡಾಗಳು ಯಾವುದೇ ಅಂಜಿಕೆಯಿಲ್ಲದೆ ಕಾನೂನುಬಾಹಿರ ಚಟುವಟಿಕೆಗಳಲ್ಲಿ ತೊಡಗಿದ್ದಾರೆ. 'ಇಂತಹ ದುಸ್ಥಿತಿಗೆ ಕಾರಣವಾದದ್ದು ಏನು?' ಇದಕ್ಕೆ ಕಾರಣ, ನ್ಯಾಯ ವಿಳಂಬವಾದರಷ್ಟೆ, ಸಮಾಜಘಾತುಕರಿಗೆ ಧೈರ್ಯ ಹೆಚ್ಚಾಗುತ್ತದೆ. ಕಾನೂನು ನಿದ್ದೆ ಹೋದರೆ, ಅಪರಾಧಿಗಳು ಎದ್ದು ಮುಕ್ತವಾಗಿ ಸಂಚರಿಸುತ್ತಾರೆ. 1969ರಲ್ಲಿ ಸ್ಟ್ಯಾನ್‌ಫೋರ್ಡ್ ಮನಶ್ಶಾಸ್ತ್ರಜ್ಞ ಫಿಲಿಪ್ ಜಿಂಬಾರ್ಡೊ ಅವರು ಒಂದು ಕಾರು ಪ್ರಯೋಗವನ್ನು ನಡೆಸಿದರು. 'ಒಂದು ಕಾನೂನು ಕೆಲ್ಲ ಮಾಡಿದಾಗ ಮುರಿಯದ ಕಿಟಕಿಗಳು ಇಲ್ಲದಿದ್ದರೆ...' ಕಾನೂನು ನಿರ್ಭಯವಾಗಿ ಜನರ ಮೇಲೆ ನಂಬಿಕೆ ಮೂಡಿಸುತ್ತದೆ.: [299, 190, 484, 328]
- bullet-square-icon: [66, 717, 74, 725]
- editor-name: ಎಂ.ಗೋವಿಂದೇಗೌಡ: [147, 249, 213, 260]
